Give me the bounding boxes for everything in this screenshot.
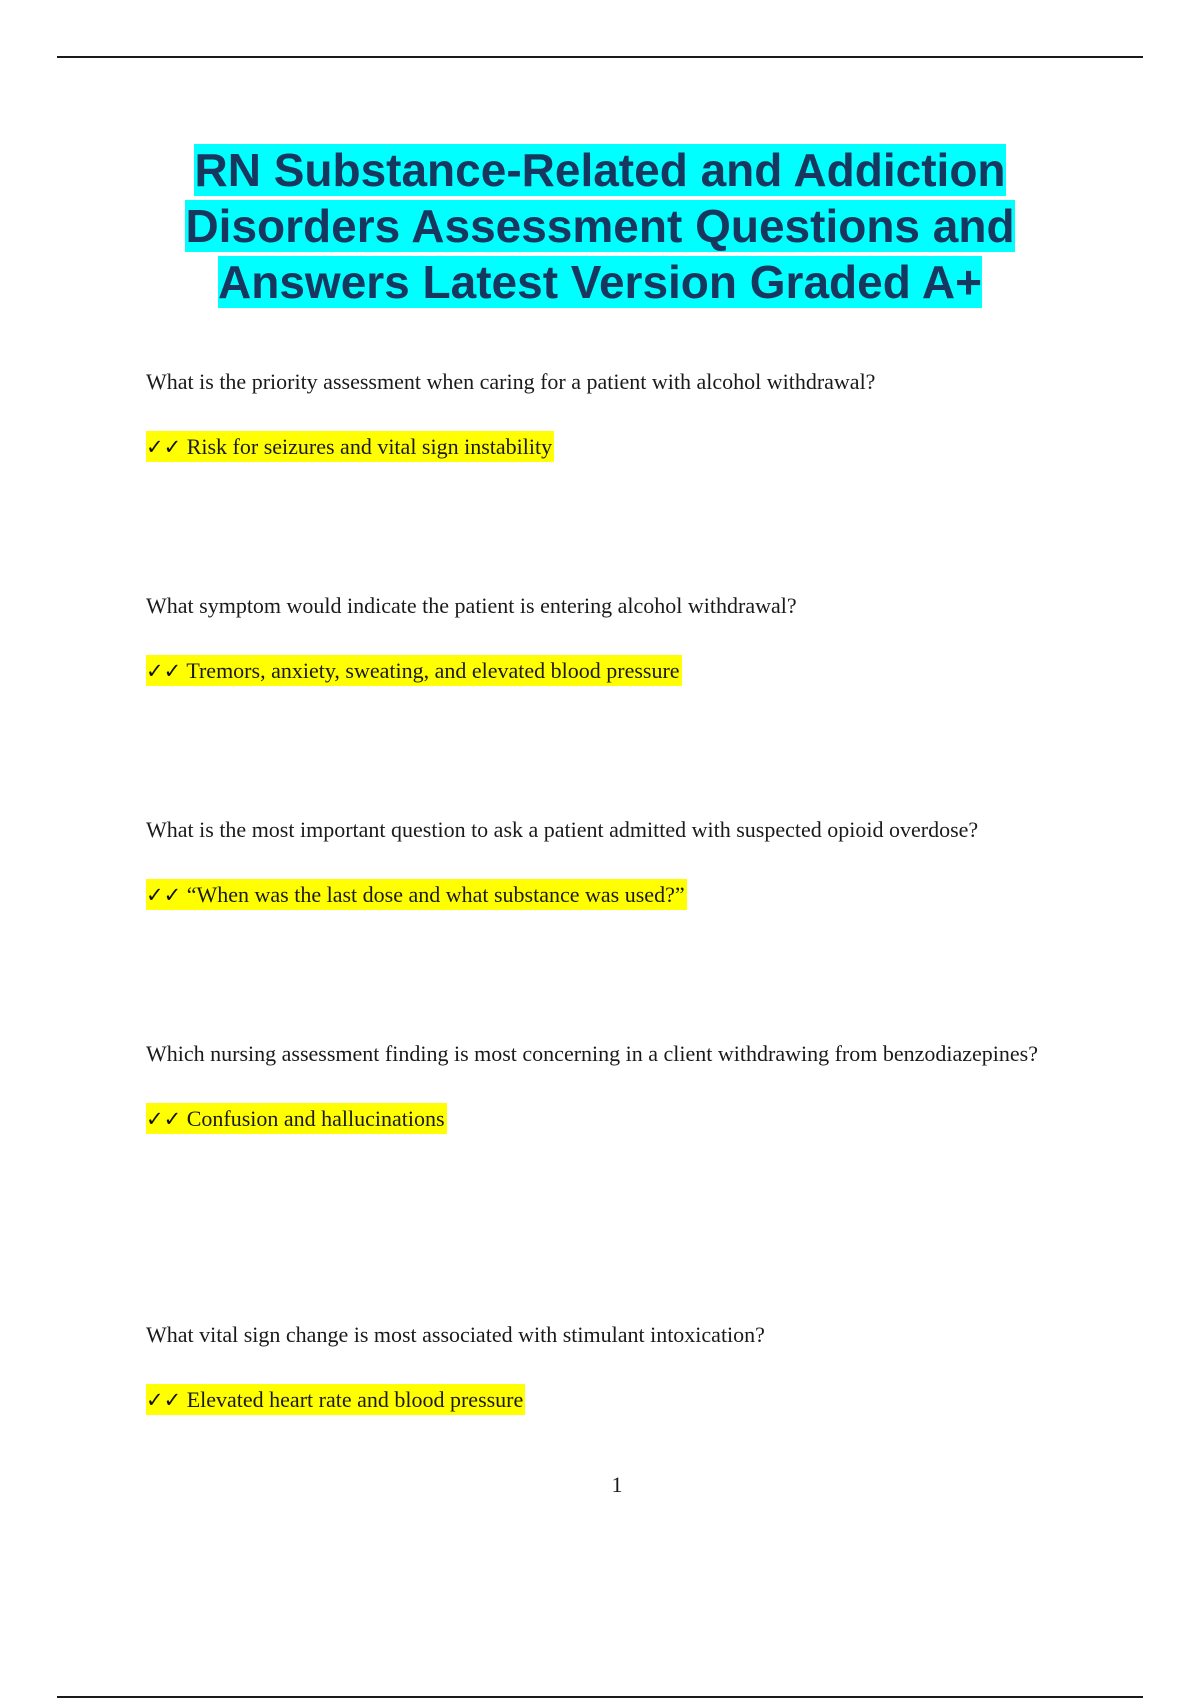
question-4: Which nursing assessment finding is most concerning in a client withdrawing from benzodiazepines? <box>146 1041 1038 1066</box>
top-divider <box>57 56 1143 58</box>
answer-4-text: Confusion and hallucinations <box>186 1106 445 1131</box>
answer-3 <box>146 878 1106 912</box>
question-2: What symptom would indicate the patient is entering alcohol withdrawal? <box>146 593 797 618</box>
answer-4 <box>146 1102 1106 1136</box>
answer-5-highlight <box>146 1384 525 1415</box>
check-mark-icon: ✓✓ <box>146 659 182 683</box>
answer-5-text: Elevated heart rate and blood pressure <box>186 1387 524 1412</box>
check-mark-icon: ✓✓ <box>146 1107 182 1131</box>
document-title-text: RN Substance-Related and Addiction Disorders Assessment Questions and Answers Latest Version Graded A+ <box>185 144 1015 308</box>
question-1: What is the priority assessment when caring for a patient with alcohol withdrawal? <box>146 369 876 394</box>
page-number: 1 <box>611 1472 623 1497</box>
question-3: What is the most important question to ask a patient admitted with suspected opioid overdose? <box>146 817 979 842</box>
qa-item-4 <box>146 1026 1106 1136</box>
answer-2-text: Tremors, anxiety, sweating, and elevated blood pressure <box>186 658 680 683</box>
answer-1-text: Risk for seizures and vital sign instability <box>186 434 553 459</box>
check-mark-icon: ✓✓ <box>146 883 182 907</box>
qa-item-2 <box>146 578 1106 688</box>
qa-item-5 <box>146 1307 1106 1417</box>
answer-5 <box>146 1383 1106 1417</box>
check-mark-icon: ✓✓ <box>146 435 182 459</box>
bottom-divider <box>57 1696 1143 1698</box>
check-mark-icon: ✓✓ <box>146 1388 182 1412</box>
qa-item-1 <box>146 354 1106 464</box>
qa-item-3 <box>146 802 1106 912</box>
answer-2-highlight <box>146 655 682 686</box>
answer-4-highlight <box>146 1103 447 1134</box>
answer-1 <box>146 430 1106 464</box>
answer-3-highlight <box>146 879 687 910</box>
answer-3-text: “When was the last dose and what substance was used?” <box>186 882 685 907</box>
document-title <box>100 142 1100 310</box>
answer-1-highlight <box>146 431 554 462</box>
question-5: What vital sign change is most associated with stimulant intoxication? <box>146 1322 765 1347</box>
answer-2 <box>146 654 1106 688</box>
